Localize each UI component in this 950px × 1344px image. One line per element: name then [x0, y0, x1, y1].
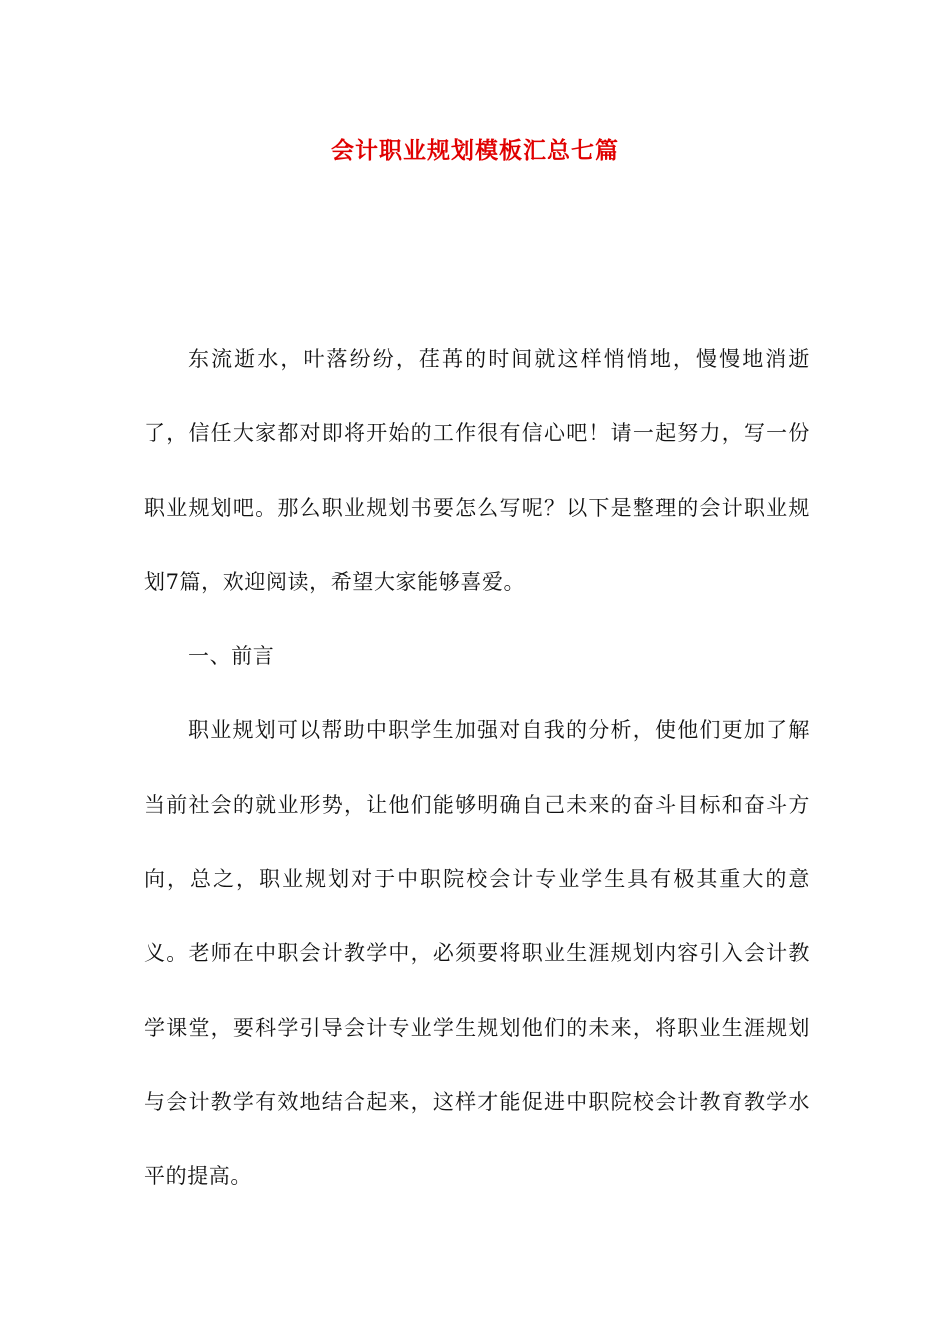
- document-body: [144, 322, 810, 1214]
- intro-paragraph: 东流逝水，叶落纷纷，荏苒的时间就这样悄悄地，慢慢地消逝了，信任大家都对即将开始的工作很有信心吧！请一起努力，写一份职业规划吧。那么职业规划书要怎么写呢？以下是整理的会计职业规划7篇，欢迎阅读，希望大家能够喜爱。: [144, 347, 810, 594]
- section-heading-preface: 一、前言: [188, 644, 275, 669]
- preface-paragraph: 职业规划可以帮助中职学生加强对自我的分析，使他们更加了解当前社会的就业形势，让他们能够明确自己未来的奋斗目标和奋斗方向，总之，职业规划对于中职院校会计专业学生具有极其重大的意义。老师在中职会计教学中，必须要将职业生涯规划内容引入会计教学课堂，要科学引导会计专业学生规划他们的未来，将职业生涯规划与会计教学有效地结合起来，这样才能促进中职院校会计教育教学水平的提高。: [144, 718, 810, 1189]
- document-title: 会计职业规划模板汇总七篇: [331, 137, 619, 164]
